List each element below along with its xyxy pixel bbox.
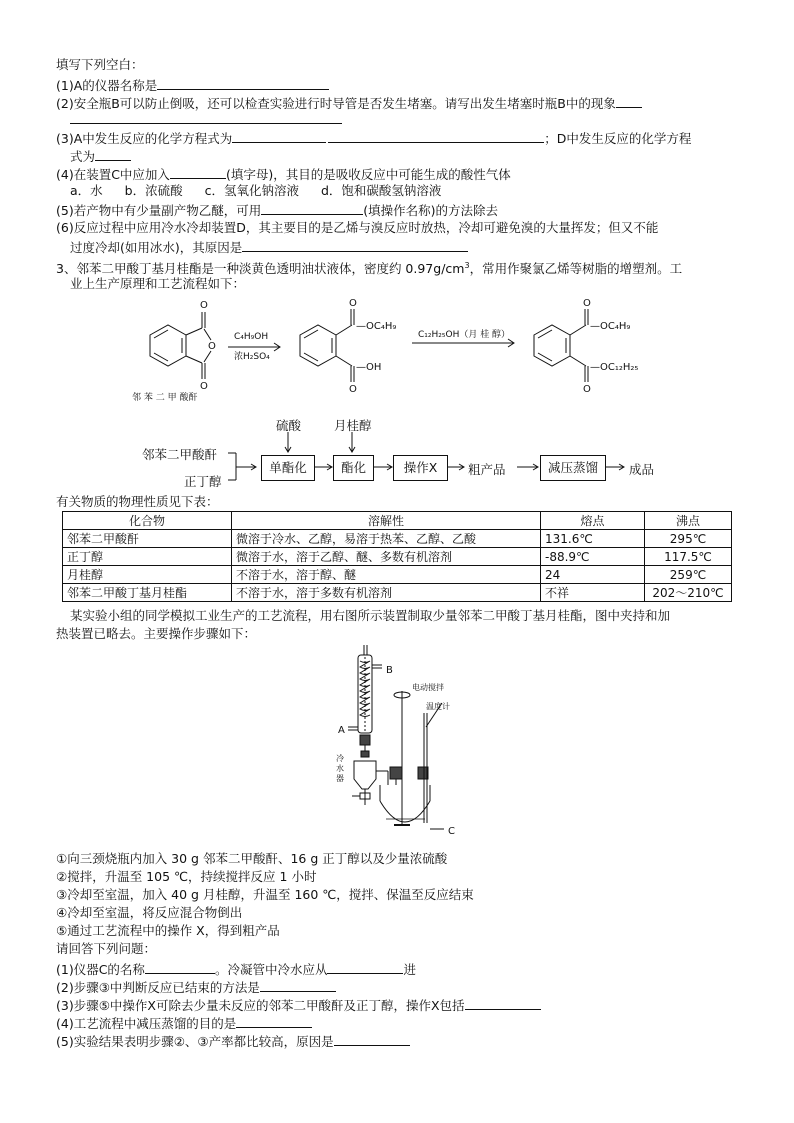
question-6-text-b: 过度冷却(如用冰水)，其原因是 <box>70 240 243 255</box>
question-4-text-b: (填字母)，其目的是吸收反应中可能生成的酸性气体 <box>225 167 511 182</box>
table-row <box>63 566 732 584</box>
diester-oxygen-top: O <box>583 298 591 309</box>
question-p3-1-b: 。冷凝管中冷水应从 <box>214 962 328 977</box>
header-solubility: 溶解性 <box>232 512 541 530</box>
table-row <box>63 548 732 566</box>
answer-blank-2a[interactable] <box>616 94 642 108</box>
question-p3-3-text: (3)步骤⑤中操作X可除去少量未反应的邻苯二甲酸酐及正丁醇，操作X包括 <box>56 998 465 1013</box>
cell-solubility: 不溶于水，溶于多数有机溶剂 <box>232 584 541 602</box>
question-1-text: (1)A的仪器名称是 <box>56 78 158 93</box>
monoester-oxygen-top: O <box>349 298 357 309</box>
monoester-oc4h9: —OC₄H₉ <box>356 321 397 332</box>
label-thermometer: 温度计 <box>426 702 450 711</box>
condenser-char-3: 器 <box>336 774 344 783</box>
reaction-scheme <box>130 295 670 407</box>
label-b: B <box>386 665 393 676</box>
answer-blank-3a[interactable] <box>232 129 326 143</box>
flow-box-operation-x: 操作X <box>393 455 448 481</box>
answer-blank-p3-3[interactable] <box>465 996 541 1010</box>
experiment-intro-2: 热装置已略去。主要操作步骤如下： <box>56 626 257 641</box>
oxygen-top: O <box>200 300 208 311</box>
option-b: b．浓硫酸 <box>124 183 183 198</box>
question-3-cont <box>70 147 131 165</box>
answer-blank-p3-4[interactable] <box>236 1014 312 1028</box>
question-2-cont <box>70 110 342 128</box>
cell-solubility: 微溶于冷水、乙醇，易溶于热苯、乙醇、乙酸 <box>232 530 541 548</box>
experiment-intro: 某实验小组的同学模拟工业生产的工艺流程，用右图所示装置制取少量邻苯二甲酸丁基月桂酯，图中夹持和加 <box>70 608 671 623</box>
question-3-text-a: (3)A中发生反应的化学方程式为 <box>56 131 233 146</box>
flow-input-sulfuric: 硫酸 <box>276 418 302 433</box>
apparatus-diagram <box>330 643 480 843</box>
cell-compound: 正丁醇 <box>63 548 232 566</box>
label-a: A <box>338 725 345 736</box>
problem-3-intro <box>56 258 682 277</box>
problem-3-intro-b: ，常用作聚氯乙烯等树脂的增塑剂。工 <box>469 261 683 277</box>
step-5: ⑤通过工艺流程中的操作 X，得到粗产品 <box>56 923 280 938</box>
question-4 <box>56 165 511 183</box>
question-p3-4-text: (4)工艺流程中减压蒸馏的目的是 <box>56 1016 237 1031</box>
anhydride-label: 邻 苯 二 甲 酸酐 <box>132 393 198 403</box>
header-boiling-point: 沸点 <box>645 512 732 530</box>
table-row <box>63 584 732 602</box>
cell-solubility: 不溶于水，溶于醇、醚 <box>232 566 541 584</box>
option-c: c．氢氧化钠溶液 <box>204 183 299 198</box>
question-5-text-b: (填操作名称)的方法除去 <box>363 203 498 218</box>
diester-oc4h9: —OC₄H₉ <box>590 321 631 332</box>
question-p3-5-text: (5)实验结果表明步骤②、③产率都比较高，原因是 <box>56 1034 334 1049</box>
question-6: (6)反应过程中应用冷水冷却装置D，其主要目的是乙烯与溴反应时放热，冷却可避免溴的大量挥发；但又不能 <box>56 220 659 235</box>
answer-blank-2b[interactable] <box>70 110 342 124</box>
problem-3-intro-a: 3、邻苯二甲酸丁基月桂酯是一种淡黄色透明油状液体，密度约 0.97g/cm <box>56 261 465 277</box>
cell-melting-point: -88.9℃ <box>541 548 645 566</box>
header-melting-point: 熔点 <box>541 512 645 530</box>
question-3-text-c: 式为 <box>70 149 96 164</box>
question-3-text-b: ；D中发生反应的化学方程 <box>544 131 692 146</box>
question-p3-1-c: 进 <box>403 962 416 977</box>
oxygen-bottom: O <box>200 381 208 392</box>
step-2: ②搅拌，升温至 105 ℃，持续搅拌反应 1 小时 <box>56 869 317 884</box>
question-p3-1 <box>56 960 416 978</box>
answer-blank-6[interactable] <box>242 238 468 252</box>
question-4-options <box>70 183 441 199</box>
cell-boiling-point: 117.5℃ <box>645 548 732 566</box>
question-4-text-a: (4)在装置C中应加入 <box>56 167 170 182</box>
cell-melting-point: 不祥 <box>541 584 645 602</box>
reagent-sulfuric: 浓H₂SO₄ <box>234 352 270 362</box>
question-p3-2 <box>56 978 336 996</box>
question-6-cont <box>70 238 468 256</box>
cell-compound: 邻苯二甲酸丁基月桂酯 <box>63 584 232 602</box>
reagent-butanol: C₄H₉OH <box>234 332 269 342</box>
label-c: C <box>448 826 455 837</box>
question-5-text-a: (5)若产物中有少量副产物乙醚，可用 <box>56 203 262 218</box>
label-stirrer: 电动搅拌 <box>412 683 444 692</box>
condenser-char-1: 冷 <box>336 754 344 763</box>
answer-blank-p3-1a[interactable] <box>145 960 215 974</box>
table-header-row <box>63 512 732 530</box>
flow-box-monoesterification: 单酯化 <box>261 455 315 481</box>
question-p3-5 <box>56 1032 410 1050</box>
header-compound: 化合物 <box>63 512 232 530</box>
cell-boiling-point: 202～210℃ <box>645 584 732 602</box>
monoester-oh: —OH <box>356 362 382 373</box>
flow-final-product: 成品 <box>629 462 655 477</box>
answer-blank-3b[interactable] <box>328 129 544 143</box>
option-d: d．饱和碳酸氢钠溶液 <box>320 183 442 198</box>
answer-blank-p3-5[interactable] <box>334 1032 410 1046</box>
problem-3-intro-2: 业上生产原理和工艺流程如下： <box>70 276 246 291</box>
answer-blank-1[interactable] <box>157 76 329 90</box>
flow-crude-product: 粗产品 <box>468 462 506 477</box>
diester-oc12h25: —OC₁₂H₂₅ <box>590 362 639 373</box>
label-condenser <box>336 753 344 783</box>
question-p3-4 <box>56 1014 312 1032</box>
question-5 <box>56 201 498 219</box>
section-heading: 填写下列空白： <box>56 57 144 72</box>
answer-blank-p3-2[interactable] <box>260 978 336 992</box>
question-1 <box>56 76 329 94</box>
question-2-text: (2)安全瓶B可以防止倒吸，还可以检查实验进行时导管是否发生堵塞。请写出发生堵塞时瓶B中的现象 <box>56 96 616 111</box>
question-p3-2-text: (2)步骤③中判断反应已结束的方法是 <box>56 980 260 995</box>
cell-compound: 邻苯二甲酸酐 <box>63 530 232 548</box>
cell-boiling-point: 295℃ <box>645 530 732 548</box>
questions-heading: 请回答下列问题： <box>56 941 157 956</box>
oxygen-ring: O <box>208 341 216 352</box>
flow-input-anhydride: 邻苯二甲酸酐 <box>142 447 218 462</box>
reagent-lauryl: C₁₂H₂₅OH（月 桂 醇） <box>418 330 511 340</box>
flow-box-esterification: 酯化 <box>333 455 374 481</box>
question-3 <box>56 129 691 147</box>
step-4: ④冷却至室温，将反应混合物倒出 <box>56 905 243 920</box>
option-a: a．水 <box>70 183 103 198</box>
monoester-oxygen-bottom: O <box>349 384 357 395</box>
cell-compound: 月桂醇 <box>63 566 232 584</box>
answer-blank-4[interactable] <box>170 165 226 179</box>
properties-table <box>62 511 732 602</box>
cell-melting-point: 24 <box>541 566 645 584</box>
table-intro: 有关物质的物理性质见下表： <box>56 494 219 509</box>
answer-blank-3c[interactable] <box>95 147 131 161</box>
question-p3-3 <box>56 996 541 1014</box>
cell-melting-point: 131.6℃ <box>541 530 645 548</box>
step-1: ①向三颈烧瓶内加入 30 g 邻苯二甲酸酐、16 g 正丁醇以及少量浓硫酸 <box>56 851 448 866</box>
diester-oxygen-bottom: O <box>583 384 591 395</box>
question-p3-1-a: (1)仪器C的名称 <box>56 962 145 977</box>
condenser-char-2: 水 <box>336 764 344 773</box>
flow-input-butanol: 正丁醇 <box>184 474 222 489</box>
density-exponent: 3 <box>464 261 470 270</box>
answer-blank-5[interactable] <box>261 201 363 215</box>
table-row <box>63 530 732 548</box>
cell-solubility: 微溶于水，溶于乙醇、醚、多数有机溶剂 <box>232 548 541 566</box>
answer-blank-p3-1b[interactable] <box>327 960 403 974</box>
step-3: ③冷却至室温，加入 40 g 月桂醇，升温至 160 ℃，搅拌、保温至反应结束 <box>56 887 474 902</box>
flow-box-vacuum-distillation: 减压蒸馏 <box>540 455 606 481</box>
cell-boiling-point: 259℃ <box>645 566 732 584</box>
flow-input-lauryl: 月桂醇 <box>334 418 372 433</box>
